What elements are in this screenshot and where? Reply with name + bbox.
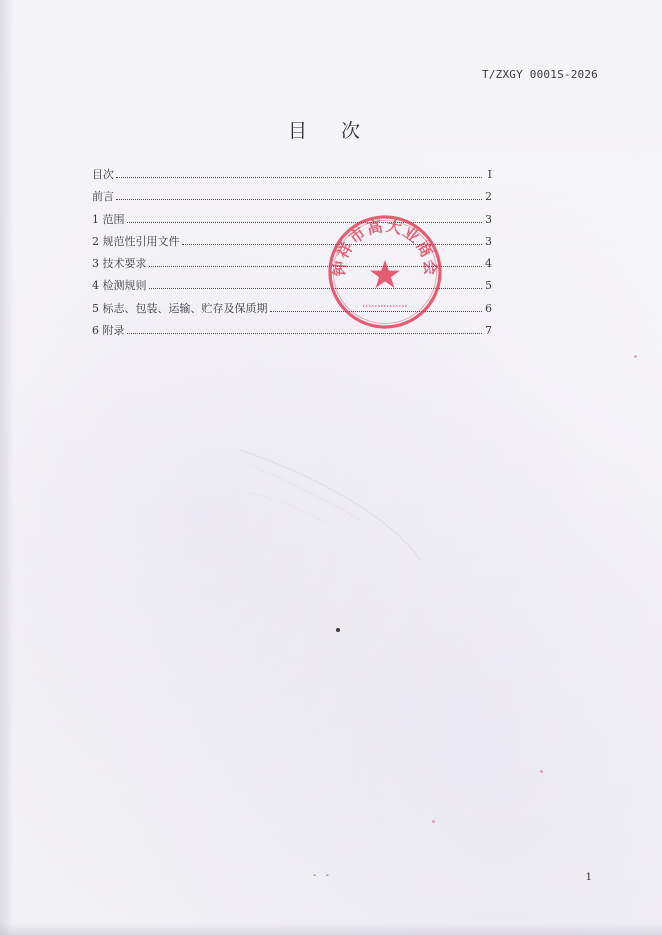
page-number: 1 xyxy=(585,872,592,883)
toc-entry-label: 3 技术要求 xyxy=(92,257,147,271)
standard-id: T/ZXGY 0001S-2026 xyxy=(482,68,598,81)
footer-marks: - - xyxy=(313,870,332,881)
toc-entry-page: 6 xyxy=(485,301,492,315)
toc-entry[interactable] xyxy=(92,166,492,188)
stain-dot xyxy=(540,770,543,773)
toc-entry-label: 前言 xyxy=(92,190,114,204)
toc-entry[interactable] xyxy=(92,188,492,210)
seal-text: 钟祥市高大业商会 xyxy=(330,216,440,278)
paper-crease-mark xyxy=(230,430,430,570)
toc-leader-dots xyxy=(116,198,482,200)
toc-entry-label: 6 附录 xyxy=(92,324,125,338)
toc-leader-dots xyxy=(116,176,482,178)
toc-entry-label: 4 检测规则 xyxy=(92,279,147,293)
toc-entry-page: I xyxy=(487,168,492,181)
ink-speck xyxy=(336,628,340,632)
toc-entry-page: 7 xyxy=(485,324,492,338)
toc-entry-page: 4 xyxy=(485,257,492,271)
toc-entry-page: 2 xyxy=(485,190,492,204)
scan-edge-bottom xyxy=(0,923,662,935)
stain-dot xyxy=(634,355,637,358)
toc-entry-page: 5 xyxy=(485,279,492,293)
toc-entry-label: 5 标志、包装、运输、贮存及保质期 xyxy=(92,301,268,315)
toc-entry-label: 2 规范性引用文件 xyxy=(92,234,180,248)
toc-title: 目 次 xyxy=(287,120,375,142)
toc-entry-label: 目次 xyxy=(92,168,114,181)
official-seal-stamp xyxy=(325,212,445,332)
toc-entry-page: 3 xyxy=(485,234,492,248)
toc-leader-dots xyxy=(127,332,483,334)
toc-entry-page: 3 xyxy=(485,212,492,226)
toc-entry-label: 1 范围 xyxy=(92,212,125,226)
stain-dot xyxy=(432,820,435,823)
